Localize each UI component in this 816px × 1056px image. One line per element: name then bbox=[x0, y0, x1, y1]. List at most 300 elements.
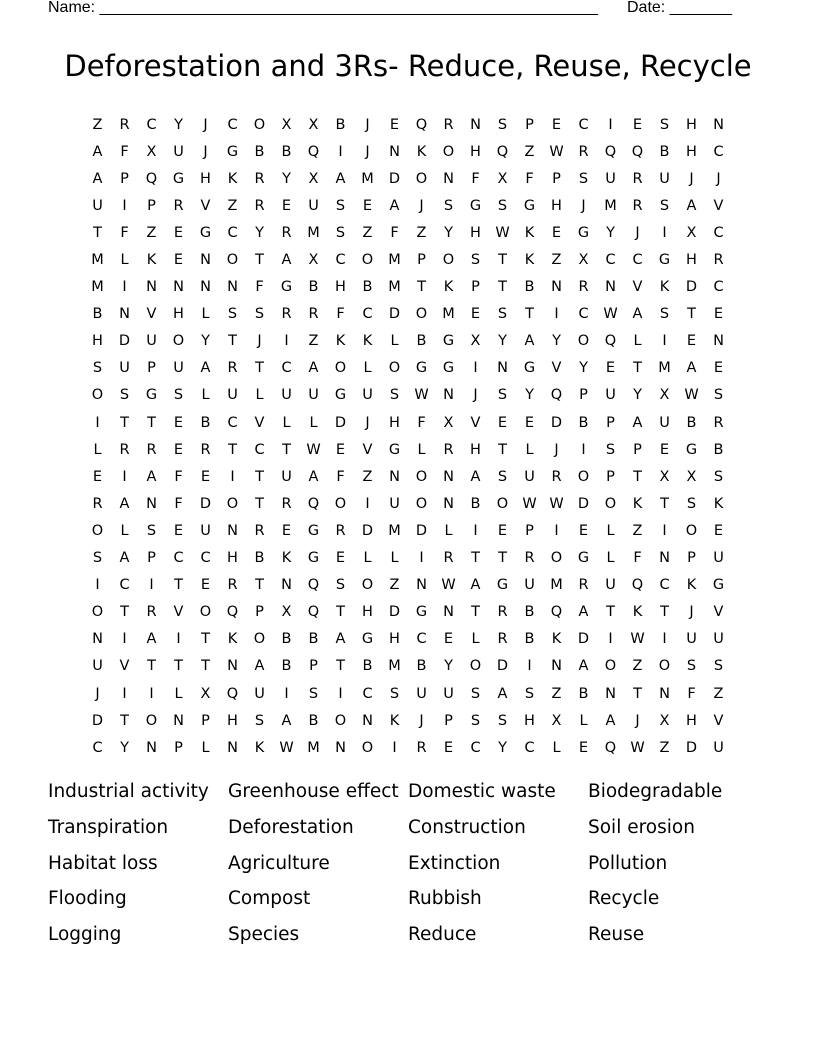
grid-letter[interactable]: R bbox=[497, 631, 508, 648]
grid-letter[interactable]: D bbox=[685, 279, 698, 296]
grid-letter[interactable]: G bbox=[361, 631, 374, 648]
grid-letter[interactable]: Y bbox=[174, 116, 183, 133]
grid-letter[interactable]: Z bbox=[632, 522, 643, 539]
grid-letter[interactable]: Z bbox=[146, 224, 157, 241]
grid-letter[interactable]: A bbox=[524, 333, 535, 350]
grid-letter[interactable]: M bbox=[550, 577, 563, 594]
grid-letter[interactable]: E bbox=[443, 631, 454, 648]
grid-letter[interactable]: E bbox=[551, 116, 562, 133]
grid-letter[interactable]: C bbox=[470, 739, 481, 756]
grid-letter[interactable]: E bbox=[713, 522, 724, 539]
grid-letter[interactable]: U bbox=[713, 550, 724, 567]
grid-letter[interactable]: A bbox=[686, 197, 697, 214]
grid-letter[interactable]: O bbox=[550, 550, 563, 567]
grid-letter[interactable]: K bbox=[632, 604, 643, 621]
grid-letter[interactable]: J bbox=[257, 333, 262, 350]
grid-letter[interactable]: Q bbox=[550, 604, 563, 621]
grid-letter[interactable]: Q bbox=[604, 739, 617, 756]
grid-letter[interactable]: Z bbox=[362, 468, 373, 485]
grid-letter[interactable]: B bbox=[578, 414, 589, 431]
grid-letter[interactable]: K bbox=[389, 712, 400, 729]
grid-letter[interactable]: I bbox=[473, 522, 478, 539]
grid-letter[interactable]: T bbox=[417, 279, 426, 296]
grid-letter[interactable]: Q bbox=[415, 116, 428, 133]
grid-letter[interactable]: R bbox=[524, 550, 535, 567]
grid-letter[interactable]: F bbox=[687, 685, 696, 702]
grid-letter[interactable]: M bbox=[442, 306, 455, 323]
grid-letter[interactable]: E bbox=[200, 577, 211, 594]
grid-letter[interactable]: B bbox=[524, 631, 535, 648]
grid-letter[interactable]: H bbox=[686, 116, 697, 133]
grid-letter[interactable]: T bbox=[201, 658, 210, 675]
grid-letter[interactable]: Z bbox=[713, 685, 724, 702]
grid-letter[interactable]: C bbox=[335, 252, 346, 269]
grid-letter[interactable]: N bbox=[92, 631, 103, 648]
grid-letter[interactable]: R bbox=[578, 577, 589, 594]
grid-letter[interactable]: Z bbox=[92, 116, 103, 133]
grid-letter[interactable]: U bbox=[605, 170, 616, 187]
grid-letter[interactable]: U bbox=[254, 685, 265, 702]
grid-letter[interactable]: E bbox=[389, 116, 400, 133]
grid-letter[interactable]: Y bbox=[282, 170, 291, 187]
grid-letter[interactable]: M bbox=[307, 739, 320, 756]
grid-letter[interactable]: D bbox=[334, 414, 347, 431]
grid-letter[interactable]: R bbox=[551, 468, 562, 485]
grid-letter[interactable]: J bbox=[689, 170, 694, 187]
grid-letter[interactable]: K bbox=[686, 577, 697, 594]
grid-letter[interactable]: L bbox=[633, 333, 642, 350]
grid-letter[interactable]: M bbox=[307, 224, 320, 241]
grid-letter[interactable]: A bbox=[578, 658, 589, 675]
grid-letter[interactable]: R bbox=[146, 604, 157, 621]
grid-letter[interactable]: X bbox=[659, 712, 670, 729]
grid-letter[interactable]: G bbox=[577, 550, 590, 567]
grid-letter[interactable]: X bbox=[308, 252, 319, 269]
grid-letter[interactable]: E bbox=[659, 441, 670, 458]
grid-letter[interactable]: L bbox=[579, 712, 588, 729]
grid-letter[interactable]: Z bbox=[632, 658, 643, 675]
grid-letter[interactable]: I bbox=[122, 631, 127, 648]
grid-letter[interactable]: F bbox=[417, 414, 426, 431]
grid-letter[interactable]: B bbox=[578, 685, 589, 702]
grid-letter[interactable]: L bbox=[174, 685, 183, 702]
grid-letter[interactable]: B bbox=[524, 604, 535, 621]
grid-letter[interactable]: R bbox=[281, 306, 292, 323]
grid-letter[interactable]: Q bbox=[631, 577, 644, 594]
grid-letter[interactable]: N bbox=[443, 387, 454, 404]
grid-letter[interactable]: R bbox=[632, 170, 643, 187]
grid-letter[interactable]: X bbox=[659, 387, 670, 404]
grid-letter[interactable]: P bbox=[579, 387, 588, 404]
name-field[interactable]: Name: ________________________________________________________ bbox=[48, 0, 598, 16]
grid-letter[interactable]: S bbox=[659, 306, 670, 323]
grid-letter[interactable]: H bbox=[227, 550, 238, 567]
grid-letter[interactable]: N bbox=[281, 577, 292, 594]
grid-letter[interactable]: B bbox=[281, 658, 292, 675]
grid-letter[interactable]: R bbox=[713, 252, 724, 269]
grid-letter[interactable]: S bbox=[227, 306, 238, 323]
grid-letter[interactable]: W bbox=[630, 739, 645, 756]
grid-letter[interactable]: G bbox=[523, 197, 536, 214]
grid-letter[interactable]: T bbox=[255, 495, 264, 512]
grid-letter[interactable]: I bbox=[149, 577, 154, 594]
grid-letter[interactable]: O bbox=[334, 495, 347, 512]
grid-letter[interactable]: C bbox=[713, 224, 724, 241]
grid-letter[interactable]: O bbox=[415, 306, 428, 323]
grid-letter[interactable]: P bbox=[552, 170, 561, 187]
grid-letter[interactable]: U bbox=[713, 739, 724, 756]
grid-letter[interactable]: E bbox=[713, 360, 724, 377]
grid-letter[interactable]: H bbox=[227, 712, 238, 729]
grid-letter[interactable]: G bbox=[280, 279, 293, 296]
grid-letter[interactable]: Q bbox=[145, 170, 158, 187]
grid-letter[interactable]: Y bbox=[120, 739, 129, 756]
grid-letter[interactable]: U bbox=[281, 387, 292, 404]
grid-letter[interactable]: A bbox=[335, 631, 346, 648]
grid-letter[interactable]: F bbox=[336, 306, 345, 323]
grid-letter[interactable]: J bbox=[365, 116, 370, 133]
grid-letter[interactable]: A bbox=[254, 658, 265, 675]
grid-letter[interactable]: D bbox=[550, 414, 563, 431]
grid-letter[interactable]: I bbox=[176, 631, 181, 648]
grid-letter[interactable]: E bbox=[578, 739, 589, 756]
grid-letter[interactable]: O bbox=[253, 116, 266, 133]
grid-letter[interactable]: U bbox=[605, 577, 616, 594]
grid-letter[interactable]: X bbox=[686, 224, 697, 241]
grid-letter[interactable]: A bbox=[605, 712, 616, 729]
grid-letter[interactable]: L bbox=[120, 522, 129, 539]
grid-letter[interactable]: X bbox=[497, 170, 508, 187]
grid-letter[interactable]: H bbox=[470, 441, 481, 458]
grid-letter[interactable]: Y bbox=[498, 739, 507, 756]
grid-letter[interactable]: R bbox=[281, 495, 292, 512]
grid-letter[interactable]: S bbox=[713, 468, 724, 485]
grid-letter[interactable]: N bbox=[389, 143, 400, 160]
grid-letter[interactable]: S bbox=[713, 387, 724, 404]
grid-letter[interactable]: X bbox=[686, 468, 697, 485]
grid-letter[interactable]: P bbox=[120, 170, 129, 187]
grid-letter[interactable]: G bbox=[685, 441, 698, 458]
grid-letter[interactable]: S bbox=[119, 387, 130, 404]
grid-letter[interactable]: E bbox=[362, 197, 373, 214]
grid-letter[interactable]: O bbox=[415, 495, 428, 512]
grid-letter[interactable]: D bbox=[577, 631, 590, 648]
grid-letter[interactable]: T bbox=[282, 441, 291, 458]
grid-letter[interactable]: C bbox=[632, 252, 643, 269]
grid-letter[interactable]: G bbox=[199, 224, 212, 241]
grid-letter[interactable]: O bbox=[496, 495, 509, 512]
grid-letter[interactable]: L bbox=[201, 387, 210, 404]
grid-letter[interactable]: Q bbox=[307, 604, 320, 621]
grid-letter[interactable]: H bbox=[686, 252, 697, 269]
grid-letter[interactable]: E bbox=[497, 414, 508, 431]
grid-letter[interactable]: P bbox=[147, 550, 156, 567]
grid-letter[interactable]: N bbox=[227, 658, 238, 675]
grid-letter[interactable]: E bbox=[173, 252, 184, 269]
grid-letter[interactable]: G bbox=[334, 387, 347, 404]
grid-letter[interactable]: K bbox=[551, 631, 562, 648]
grid-letter[interactable]: T bbox=[201, 631, 210, 648]
grid-letter[interactable]: R bbox=[497, 604, 508, 621]
grid-letter[interactable]: M bbox=[91, 279, 104, 296]
grid-letter[interactable]: N bbox=[119, 306, 130, 323]
grid-letter[interactable]: L bbox=[552, 739, 561, 756]
grid-letter[interactable]: V bbox=[713, 197, 724, 214]
grid-letter[interactable]: S bbox=[470, 712, 481, 729]
grid-letter[interactable]: J bbox=[635, 224, 640, 241]
grid-letter[interactable]: R bbox=[578, 143, 589, 160]
grid-letter[interactable]: Y bbox=[444, 658, 453, 675]
grid-letter[interactable]: T bbox=[147, 414, 156, 431]
grid-letter[interactable]: O bbox=[388, 360, 401, 377]
grid-letter[interactable]: I bbox=[662, 631, 667, 648]
grid-letter[interactable]: L bbox=[606, 522, 615, 539]
grid-letter[interactable]: L bbox=[390, 333, 399, 350]
grid-letter[interactable]: S bbox=[497, 116, 508, 133]
grid-letter[interactable]: I bbox=[392, 739, 397, 756]
grid-letter[interactable]: U bbox=[416, 685, 427, 702]
grid-letter[interactable]: H bbox=[389, 631, 400, 648]
grid-letter[interactable]: V bbox=[254, 414, 265, 431]
grid-letter[interactable]: P bbox=[633, 441, 642, 458]
grid-letter[interactable]: V bbox=[362, 441, 373, 458]
grid-letter[interactable]: A bbox=[200, 360, 211, 377]
grid-letter[interactable]: N bbox=[146, 495, 157, 512]
grid-letter[interactable]: K bbox=[146, 252, 157, 269]
grid-letter[interactable]: T bbox=[120, 414, 129, 431]
grid-letter[interactable]: T bbox=[228, 441, 237, 458]
date-field[interactable]: Date: _______ bbox=[627, 0, 732, 16]
grid-letter[interactable]: K bbox=[335, 333, 346, 350]
grid-letter[interactable]: N bbox=[227, 522, 238, 539]
grid-letter[interactable]: C bbox=[92, 739, 103, 756]
grid-letter[interactable]: H bbox=[470, 224, 481, 241]
grid-letter[interactable]: V bbox=[713, 604, 724, 621]
grid-letter[interactable]: B bbox=[362, 658, 373, 675]
grid-letter[interactable]: N bbox=[146, 279, 157, 296]
grid-letter[interactable]: E bbox=[173, 414, 184, 431]
grid-letter[interactable]: T bbox=[120, 712, 129, 729]
grid-letter[interactable]: T bbox=[93, 224, 102, 241]
grid-letter[interactable]: S bbox=[713, 658, 724, 675]
grid-letter[interactable]: R bbox=[713, 414, 724, 431]
grid-letter[interactable]: X bbox=[308, 116, 319, 133]
grid-letter[interactable]: O bbox=[577, 468, 590, 485]
grid-letter[interactable]: U bbox=[308, 387, 319, 404]
grid-letter[interactable]: D bbox=[118, 333, 131, 350]
grid-letter[interactable]: W bbox=[549, 495, 564, 512]
grid-letter[interactable]: F bbox=[525, 170, 534, 187]
grid-letter[interactable]: H bbox=[92, 333, 103, 350]
grid-letter[interactable]: Z bbox=[551, 685, 562, 702]
grid-letter[interactable]: Z bbox=[416, 224, 427, 241]
grid-letter[interactable]: S bbox=[389, 387, 400, 404]
grid-letter[interactable]: G bbox=[658, 252, 671, 269]
grid-letter[interactable]: C bbox=[173, 550, 184, 567]
grid-letter[interactable]: B bbox=[308, 712, 319, 729]
grid-letter[interactable]: Y bbox=[633, 387, 642, 404]
grid-letter[interactable]: A bbox=[335, 170, 346, 187]
grid-letter[interactable]: X bbox=[146, 143, 157, 160]
grid-letter[interactable]: C bbox=[254, 441, 265, 458]
grid-letter[interactable]: S bbox=[389, 685, 400, 702]
grid-letter[interactable]: R bbox=[227, 577, 238, 594]
grid-letter[interactable]: N bbox=[227, 739, 238, 756]
grid-letter[interactable]: L bbox=[471, 631, 480, 648]
grid-letter[interactable]: I bbox=[122, 279, 127, 296]
grid-letter[interactable]: R bbox=[119, 116, 130, 133]
grid-letter[interactable]: W bbox=[549, 143, 564, 160]
grid-letter[interactable]: P bbox=[525, 522, 534, 539]
grid-letter[interactable]: Q bbox=[226, 604, 239, 621]
grid-letter[interactable]: P bbox=[309, 658, 318, 675]
grid-letter[interactable]: S bbox=[335, 197, 346, 214]
grid-letter[interactable]: X bbox=[200, 685, 211, 702]
grid-letter[interactable]: G bbox=[307, 522, 320, 539]
grid-letter[interactable]: O bbox=[658, 658, 671, 675]
grid-letter[interactable]: E bbox=[443, 739, 454, 756]
grid-letter[interactable]: I bbox=[230, 468, 235, 485]
grid-letter[interactable]: C bbox=[281, 360, 292, 377]
grid-letter[interactable]: N bbox=[362, 712, 373, 729]
grid-letter[interactable]: O bbox=[199, 604, 212, 621]
grid-letter[interactable]: T bbox=[633, 685, 642, 702]
grid-letter[interactable]: S bbox=[524, 685, 535, 702]
grid-letter[interactable]: S bbox=[470, 685, 481, 702]
grid-letter[interactable]: C bbox=[362, 306, 373, 323]
grid-letter[interactable]: X bbox=[308, 170, 319, 187]
grid-letter[interactable]: T bbox=[120, 604, 129, 621]
grid-letter[interactable]: N bbox=[605, 685, 616, 702]
grid-letter[interactable]: M bbox=[388, 522, 401, 539]
grid-letter[interactable]: R bbox=[578, 279, 589, 296]
grid-letter[interactable]: B bbox=[281, 631, 292, 648]
grid-letter[interactable]: W bbox=[522, 495, 537, 512]
grid-letter[interactable]: B bbox=[524, 279, 535, 296]
grid-letter[interactable]: O bbox=[172, 333, 185, 350]
grid-letter[interactable]: N bbox=[605, 279, 616, 296]
grid-letter[interactable]: R bbox=[443, 550, 454, 567]
grid-letter[interactable]: M bbox=[361, 170, 374, 187]
grid-letter[interactable]: A bbox=[281, 712, 292, 729]
grid-letter[interactable]: I bbox=[662, 224, 667, 241]
grid-letter[interactable]: O bbox=[226, 495, 239, 512]
grid-letter[interactable]: I bbox=[338, 143, 343, 160]
grid-letter[interactable]: I bbox=[149, 685, 154, 702]
grid-letter[interactable]: W bbox=[279, 739, 294, 756]
grid-letter[interactable]: P bbox=[606, 414, 615, 431]
grid-letter[interactable]: Z bbox=[551, 252, 562, 269]
grid-letter[interactable]: S bbox=[92, 360, 103, 377]
grid-letter[interactable]: M bbox=[604, 197, 617, 214]
grid-letter[interactable]: S bbox=[497, 712, 508, 729]
grid-letter[interactable]: S bbox=[686, 658, 697, 675]
grid-letter[interactable]: N bbox=[443, 170, 454, 187]
grid-letter[interactable]: I bbox=[662, 333, 667, 350]
grid-letter[interactable]: X bbox=[281, 604, 292, 621]
grid-letter[interactable]: G bbox=[442, 360, 455, 377]
grid-letter[interactable]: H bbox=[686, 143, 697, 160]
grid-letter[interactable]: P bbox=[255, 604, 264, 621]
grid-letter[interactable]: E bbox=[335, 550, 346, 567]
grid-letter[interactable]: K bbox=[362, 333, 373, 350]
grid-letter[interactable]: F bbox=[390, 224, 399, 241]
grid-letter[interactable]: V bbox=[632, 279, 643, 296]
grid-letter[interactable]: E bbox=[497, 522, 508, 539]
grid-letter[interactable]: V bbox=[200, 197, 211, 214]
grid-letter[interactable]: Q bbox=[226, 685, 239, 702]
grid-letter[interactable]: I bbox=[662, 522, 667, 539]
grid-letter[interactable]: O bbox=[415, 170, 428, 187]
grid-letter[interactable]: U bbox=[605, 387, 616, 404]
grid-letter[interactable]: E bbox=[335, 441, 346, 458]
grid-letter[interactable]: B bbox=[713, 441, 724, 458]
grid-letter[interactable]: U bbox=[524, 468, 535, 485]
grid-letter[interactable]: B bbox=[335, 116, 346, 133]
grid-letter[interactable]: T bbox=[147, 658, 156, 675]
grid-letter[interactable]: K bbox=[227, 170, 238, 187]
grid-letter[interactable]: O bbox=[469, 658, 482, 675]
grid-letter[interactable]: U bbox=[173, 143, 184, 160]
grid-letter[interactable]: O bbox=[334, 360, 347, 377]
grid-letter[interactable]: U bbox=[173, 360, 184, 377]
grid-letter[interactable]: K bbox=[254, 739, 265, 756]
grid-letter[interactable]: S bbox=[578, 170, 589, 187]
grid-letter[interactable]: A bbox=[308, 360, 319, 377]
grid-letter[interactable]: N bbox=[335, 739, 346, 756]
grid-letter[interactable]: C bbox=[578, 116, 589, 133]
grid-letter[interactable]: M bbox=[388, 658, 401, 675]
grid-letter[interactable]: N bbox=[713, 333, 724, 350]
grid-letter[interactable]: B bbox=[200, 414, 211, 431]
grid-letter[interactable]: I bbox=[95, 414, 100, 431]
grid-letter[interactable]: E bbox=[281, 197, 292, 214]
grid-letter[interactable]: S bbox=[497, 306, 508, 323]
grid-letter[interactable]: Z bbox=[362, 224, 373, 241]
grid-letter[interactable]: V bbox=[173, 604, 184, 621]
grid-letter[interactable]: A bbox=[578, 604, 589, 621]
grid-letter[interactable]: W bbox=[684, 387, 699, 404]
grid-letter[interactable]: U bbox=[389, 495, 400, 512]
grid-letter[interactable]: N bbox=[713, 116, 724, 133]
grid-letter[interactable]: S bbox=[92, 550, 103, 567]
grid-letter[interactable]: D bbox=[91, 712, 104, 729]
grid-letter[interactable]: E bbox=[173, 522, 184, 539]
grid-letter[interactable]: P bbox=[201, 712, 210, 729]
grid-letter[interactable]: N bbox=[443, 495, 454, 512]
grid-letter[interactable]: C bbox=[524, 739, 535, 756]
grid-letter[interactable]: G bbox=[712, 577, 725, 594]
grid-letter[interactable]: C bbox=[659, 577, 670, 594]
grid-letter[interactable]: L bbox=[606, 550, 615, 567]
grid-letter[interactable]: E bbox=[470, 306, 481, 323]
grid-letter[interactable]: E bbox=[686, 333, 697, 350]
grid-letter[interactable]: F bbox=[255, 279, 264, 296]
grid-letter[interactable]: Q bbox=[496, 143, 509, 160]
grid-letter[interactable]: Z bbox=[659, 739, 670, 756]
grid-letter[interactable]: U bbox=[308, 197, 319, 214]
grid-letter[interactable]: T bbox=[174, 577, 183, 594]
grid-letter[interactable]: B bbox=[686, 414, 697, 431]
grid-letter[interactable]: I bbox=[122, 197, 127, 214]
grid-letter[interactable]: Y bbox=[579, 360, 588, 377]
grid-letter[interactable]: I bbox=[608, 116, 613, 133]
grid-letter[interactable]: O bbox=[361, 252, 374, 269]
grid-letter[interactable]: O bbox=[145, 712, 158, 729]
grid-letter[interactable]: F bbox=[471, 170, 480, 187]
grid-letter[interactable]: O bbox=[415, 468, 428, 485]
grid-letter[interactable]: P bbox=[606, 468, 615, 485]
